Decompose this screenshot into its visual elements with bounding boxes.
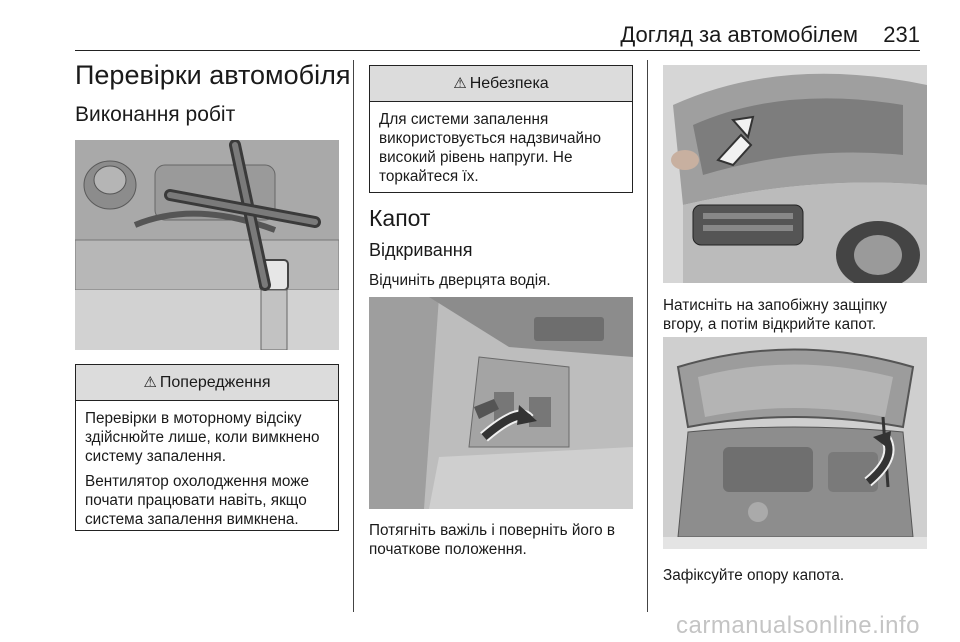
watermark-text: carmanualsonline.info	[676, 612, 920, 639]
safety-catch-figure	[663, 65, 927, 283]
danger-box-header	[370, 66, 632, 102]
text-push-safety-catch: Натисніть на запобіжну защіпку вгору, а потім відкрийте капот.	[663, 297, 888, 333]
subsection-title-performing-work: Виконання робіт	[75, 103, 236, 126]
caution-box-header	[76, 365, 338, 401]
hood-support-figure	[663, 337, 927, 549]
footwell-lever-illustration	[369, 297, 633, 509]
page-number: 231	[883, 22, 920, 47]
text-fix-hood-support: Зафіксуйте опору капота.	[663, 567, 845, 584]
running-header-title: Догляд за автомобілем	[620, 22, 858, 47]
warning-triangle-icon: ⚠	[453, 75, 467, 92]
engine-bay-illustration	[75, 140, 339, 350]
column-divider-1	[353, 60, 354, 612]
caution-paragraph-1: Перевірки в моторному відсіку здійснюйте лише, коли вимкнено систему запалення.	[85, 410, 320, 465]
warning-triangle-icon: ⚠	[143, 374, 157, 391]
car-front-illustration	[663, 65, 927, 283]
column-divider-2	[647, 60, 648, 612]
caution-heading: Попередження	[159, 374, 271, 391]
caution-paragraph-2: Вентилятор охолодження може почати працювати навіть, якщо система запалення вимкнена.	[85, 473, 309, 528]
subsection-title-opening: Відкривання	[369, 240, 473, 260]
header-divider	[75, 50, 920, 51]
danger-box	[369, 65, 633, 193]
text-pull-lever: Потягніть важіль і поверніть його в початкове положення.	[369, 522, 616, 558]
section-title-vehicle-checks: Перевірки автомобіля	[75, 60, 351, 90]
caution-box	[75, 364, 339, 531]
danger-heading: Небезпека	[469, 75, 549, 92]
danger-paragraph: Для системи запалення використовується надзвичайно високий рівень напруги. Не торкайтеся їх.	[379, 111, 602, 185]
hood-release-lever-figure	[369, 297, 633, 509]
text-open-driver-door: Відчиніть дверцята водія.	[369, 272, 551, 289]
section-title-hood: Капот	[369, 205, 431, 231]
open-hood-illustration	[663, 337, 927, 549]
engine-bay-figure	[75, 140, 339, 350]
